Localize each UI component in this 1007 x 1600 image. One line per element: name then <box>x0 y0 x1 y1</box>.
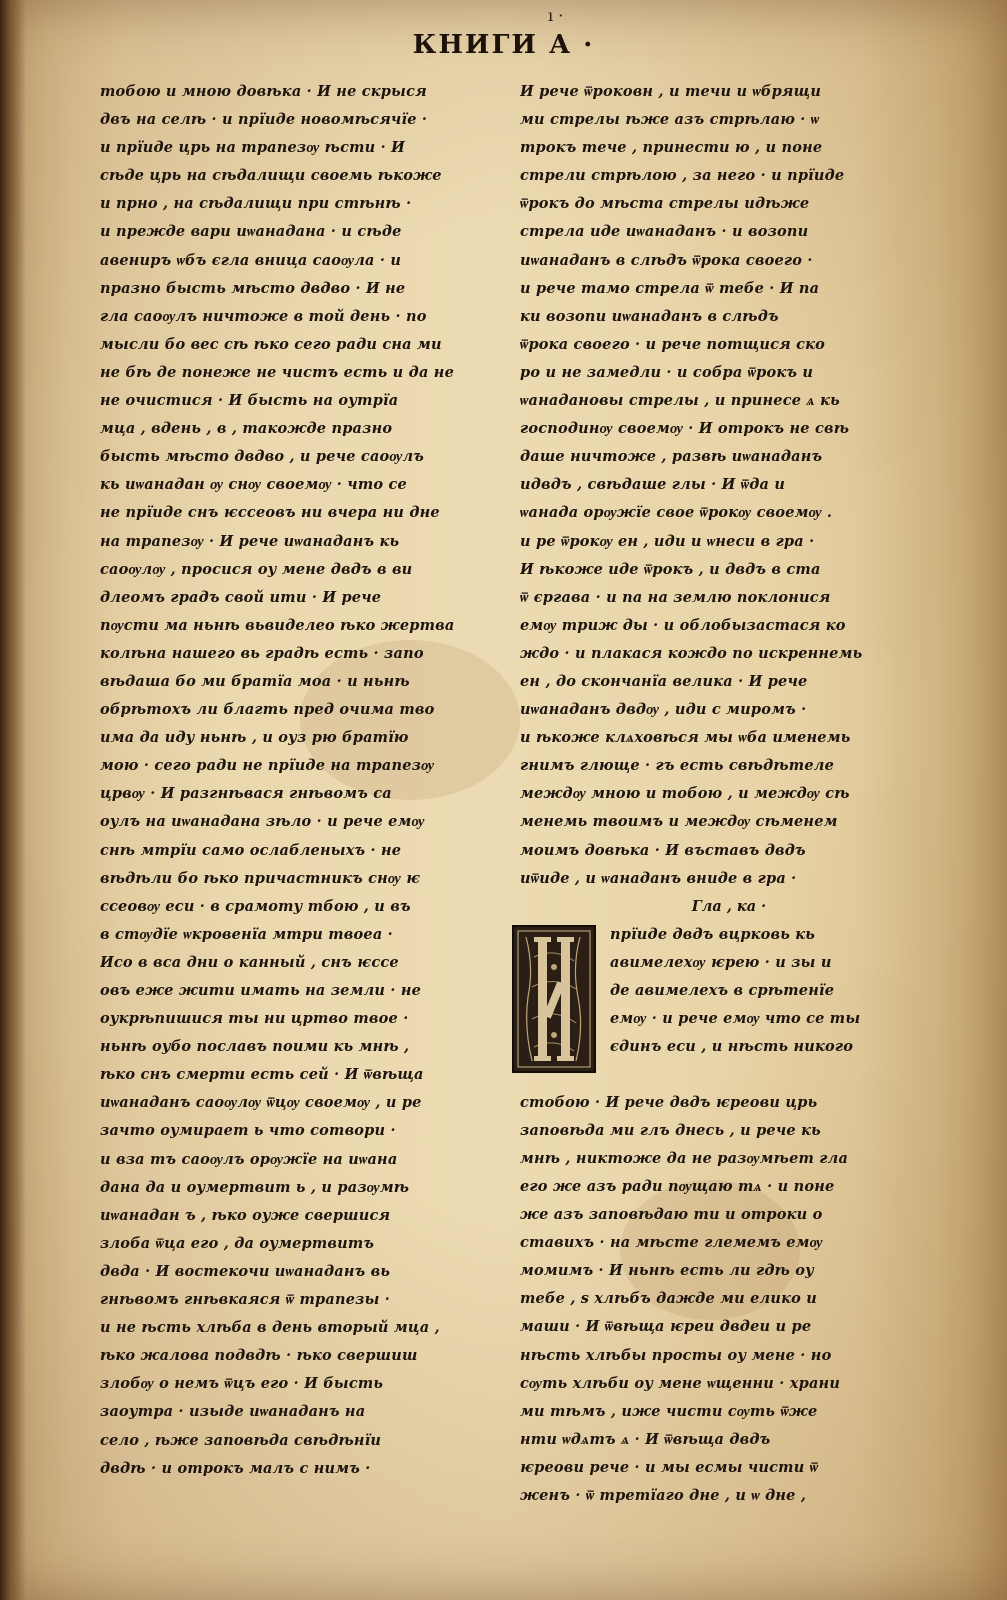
text-line: ен , до скончанїа велика · И рече <box>520 672 808 690</box>
text-line: и ре ѿрокѹ ен , иди и ѡнеси в гра · <box>520 532 815 550</box>
text-line: ѿрокъ до мѣста стрелы идѣже <box>520 195 810 213</box>
text-line: ки возопи иѡанаданъ в слѣдъ <box>520 307 779 325</box>
text-line: дана да и оумертвит ь , и разѹмѣ <box>100 1178 410 1196</box>
text-line: заповѣда ми глъ днесь , и рече кь <box>520 1121 821 1139</box>
text-line: ѣко жалова подвдѣ · ѣко свершиш <box>100 1347 418 1365</box>
text-line: и рече тамо стрела ѿ тебе · И па <box>520 279 820 297</box>
text-line: авимелехѹ ѥрею · и зы и <box>610 953 832 971</box>
text-line: кь иѡанадан ѹ снѹ своемѹ · что се <box>100 476 407 494</box>
text-line: колѣна нашего вь градѣ есть · запо <box>100 644 424 662</box>
left-text-column <box>100 78 498 1483</box>
text-line: снѣ мтрїи само ослабленыхъ · не <box>100 841 402 859</box>
text-line: менемь твоимъ и междѹ сѣменем <box>520 813 838 831</box>
text-line: мою · сего ради не прїиде на трапезѹ <box>100 757 435 775</box>
text-line: тебе , ѕ хлѣбъ дажде ми елико и <box>520 1290 817 1308</box>
text-line: злоба ѿца его , да оумертвитъ <box>100 1234 375 1252</box>
text-line: и вза тъ саоѹлъ орѹжїе на иѡана <box>100 1150 398 1168</box>
text-line: обрѣтохъ ли благть пред очима тво <box>100 701 435 719</box>
text-line: междѹ мною и тобою , и междѹ сѣ <box>520 785 850 803</box>
text-line: ньнѣ оубо пославъ поими кь мнѣ , <box>100 1038 410 1056</box>
text-line: ждо · и плакася кождо по искреннемь <box>520 644 863 662</box>
text-line: двъ на селѣ · и прїиде новомѣсячїе · <box>100 111 428 129</box>
text-line: И ѣкоже иде ѿрокъ , и двдъ в ста <box>520 560 821 578</box>
initial-paragraph <box>520 921 898 1089</box>
text-line: Исо в вса дни о канный , снъ ѥссе <box>100 953 399 971</box>
text-line: длеомъ градъ свой ити · И рече <box>100 588 382 606</box>
text-line: стобою · И рече двдъ ѥреови црь <box>520 1093 818 1111</box>
text-line: в стѹдїе ѡкровенїа мтри твоеа · <box>100 925 393 943</box>
text-line: ставихъ · на мѣсте глемемъ емѹ <box>520 1234 823 1252</box>
text-line: саоѹлѹ , просися оу мене двдъ в ви <box>100 560 413 578</box>
text-line: зачто оумирает ь что сотвори · <box>100 1122 396 1140</box>
text-line: женъ · ѿ третїаго дне , и ѡ дне , <box>520 1487 807 1505</box>
running-title: КНИГИ А · <box>412 30 595 60</box>
text-line: двда · И востекочи иѡанаданъ вь <box>100 1262 391 1280</box>
text-line: ѥреови рече · и мы есмы чисти ѿ <box>520 1458 819 1476</box>
text-line: трокъ тече , принести ю , и поне <box>520 139 823 157</box>
text-line: ѡанадановы стрелы , и принесе ѧ кь <box>520 392 840 410</box>
text-line: двдѣ · и отрокъ малъ с нимъ · <box>100 1459 371 1477</box>
text-line: нти ѡдѧтъ ѧ · И ѿвѣща двдъ <box>520 1430 771 1448</box>
decorative-initial-icon <box>512 925 596 1073</box>
right-column-bottom-text <box>520 1089 898 1510</box>
text-line: момимъ · И ньнѣ есть ли гдѣ оу <box>520 1262 815 1280</box>
text-line: мнѣ , никтоже да не разѹмѣет гла <box>520 1149 849 1167</box>
text-line: де авимелехъ в срѣтенїе <box>610 981 835 999</box>
text-line: ѡанада орѹжїе свое ѿрокѹ своемѹ . <box>520 504 833 522</box>
text-line: єдинъ еси , и нѣсть никого <box>610 1038 854 1056</box>
text-line: прїиде двдъ вцрковь кь <box>610 925 816 943</box>
text-line: стрели стрѣлою , за него · и прїиде <box>520 167 845 185</box>
text-line: и прежде вари иѡанадана · и сѣде <box>100 223 402 241</box>
text-line: на трапезѹ · И рече иѡанаданъ кь <box>100 532 400 550</box>
text-line: село , ѣже заповѣда свѣдѣнїи <box>100 1431 382 1449</box>
text-line: иѡанадан ъ , ѣко оуже свершися <box>100 1206 391 1224</box>
text-line: вѣдѣли бо ѣко причастникъ снѹ ѥ <box>100 869 421 887</box>
text-line: пѹсти ма ньнѣ вьвиделео ѣко жертва <box>100 616 455 634</box>
text-line: сѣде црь на сѣдалищи своемь ѣкоже <box>100 167 442 185</box>
text-line: ссеовѹ еси · в срамоту тбою , и въ <box>100 897 411 915</box>
text-line: даше ничтоже , развѣ иѡанаданъ <box>520 448 823 466</box>
text-line: и прно , на сѣдалищи при стѣнѣ · <box>100 195 412 213</box>
text-line: авениръ ѡбъ єгла вница саоѹла · и <box>100 251 402 269</box>
text-line: емѹ триж ды · и облобызастася ко <box>520 616 846 634</box>
folio-mark: ı · <box>548 6 564 25</box>
text-line: гнѣвомъ гнѣвкаяся ѿ трапезы · <box>100 1291 391 1309</box>
text-line: ѣко снъ смерти есть сей · И ѿвѣща <box>100 1066 424 1084</box>
text-line: и не ѣсть хлѣба в день вторый мца , <box>100 1319 440 1337</box>
text-line: же азъ заповѣдаю ти и отроки о <box>520 1206 823 1224</box>
text-line: иѡанаданъ двдѹ , иди с миромъ · <box>520 701 807 719</box>
text-line: иѿиде , и ѡанаданъ вниде в гра · <box>520 869 797 887</box>
text-line: оулъ на иѡанадана зѣло · и рече емѹ <box>100 813 425 831</box>
binding-edge <box>0 0 26 1600</box>
text-line: не прїиде снъ ѥссеовъ ни вчера ни дне <box>100 504 440 522</box>
text-line: и прїиде црь на трапезѹ ѣсти · И <box>100 139 406 157</box>
text-line: иѡанаданъ в слѣдъ ѿрока своего · <box>520 251 813 269</box>
text-line: не бѣ де понеже не чистъ есть и да не <box>100 363 454 381</box>
text-line: гла саоѹлъ ничтоже в той день · по <box>100 307 427 325</box>
text-line: ѿ єргава · и па на землю поклонися <box>520 588 831 606</box>
text-line: црвѹ · И разгнѣвася гнѣвомъ са <box>100 785 392 803</box>
text-line: И рече ѿроковн , и течи и ѡбрящи <box>520 83 822 100</box>
text-line: бысть мѣсто двдво , и рече саоѹлъ <box>100 448 425 466</box>
text-line: его же азъ ради пѹщаю тѧ · и поне <box>520 1178 835 1195</box>
text-line: нѣсть хлѣбы просты оу мене · но <box>520 1346 832 1364</box>
text-line: стрела иде иѡанаданъ · и возопи <box>520 223 809 241</box>
text-line: гнимъ глюще · гъ есть свѣдѣтеле <box>520 757 834 775</box>
text-line: овъ еже жити имать на земли · не <box>100 982 422 999</box>
text-line: тобою и мною довѣка · И не скрыся <box>100 83 427 100</box>
text-line: господинѹ своемѹ · И отрокъ не свѣ <box>520 420 850 438</box>
text-line: заоутра · изыде иѡанаданъ на <box>100 1403 366 1421</box>
text-line: и ѣкоже клѧховѣся мы ѡба именемь <box>520 729 851 747</box>
initial-letter-svg <box>514 927 594 1071</box>
text-line: ѿрока своего · и рече потщися ско <box>520 335 826 353</box>
text-line: оукрѣпишися ты ни цртво твое · <box>100 1010 409 1028</box>
text-line: злобѹ о немъ ѿцъ его · И бысть <box>100 1375 384 1393</box>
text-line: емѹ · и рече емѹ что се ты <box>610 1010 861 1027</box>
initial-paragraph-lines <box>610 921 900 1061</box>
text-line: идвдъ , свѣдаше глы · И ѿда и <box>520 476 786 494</box>
text-line: празно бысть мѣсто двдво · И не <box>100 279 406 297</box>
text-line: иѡанаданъ саоѹлѹ ѿцѹ своемѹ , и ре <box>100 1094 422 1112</box>
text-line: моимъ довѣка · И въставъ двдъ <box>520 841 806 859</box>
chapter-heading: Гла , ка · <box>691 897 767 915</box>
text-line: мца , вдень , в , такожде празно <box>100 420 393 438</box>
text-line: вѣдаша бо ми братїа моа · и ньнѣ <box>100 672 410 690</box>
right-text-column <box>520 78 898 1510</box>
text-line: не очистися · И бысть на оутрїа <box>100 392 399 410</box>
text-line: има да иду ньнѣ , и оуз рю братїю <box>100 729 409 747</box>
text-line: ро и не замедли · и собра ѿрокъ и <box>520 363 814 381</box>
right-column-top-text <box>520 78 898 893</box>
text-line: ми тѣмъ , иже чисти сѹть ѿже <box>520 1402 818 1420</box>
text-line: ми стрелы ѣже азъ стрѣлаю · ѡ <box>520 111 820 129</box>
text-line: маши · И ѿвѣща ѥреи двдеи и ре <box>520 1318 812 1336</box>
text-line: сѹть хлѣби оу мене ѡщенни · храни <box>520 1374 841 1392</box>
text-line: мысли бо вес сѣ ѣко сего ради сна ми <box>100 335 442 353</box>
